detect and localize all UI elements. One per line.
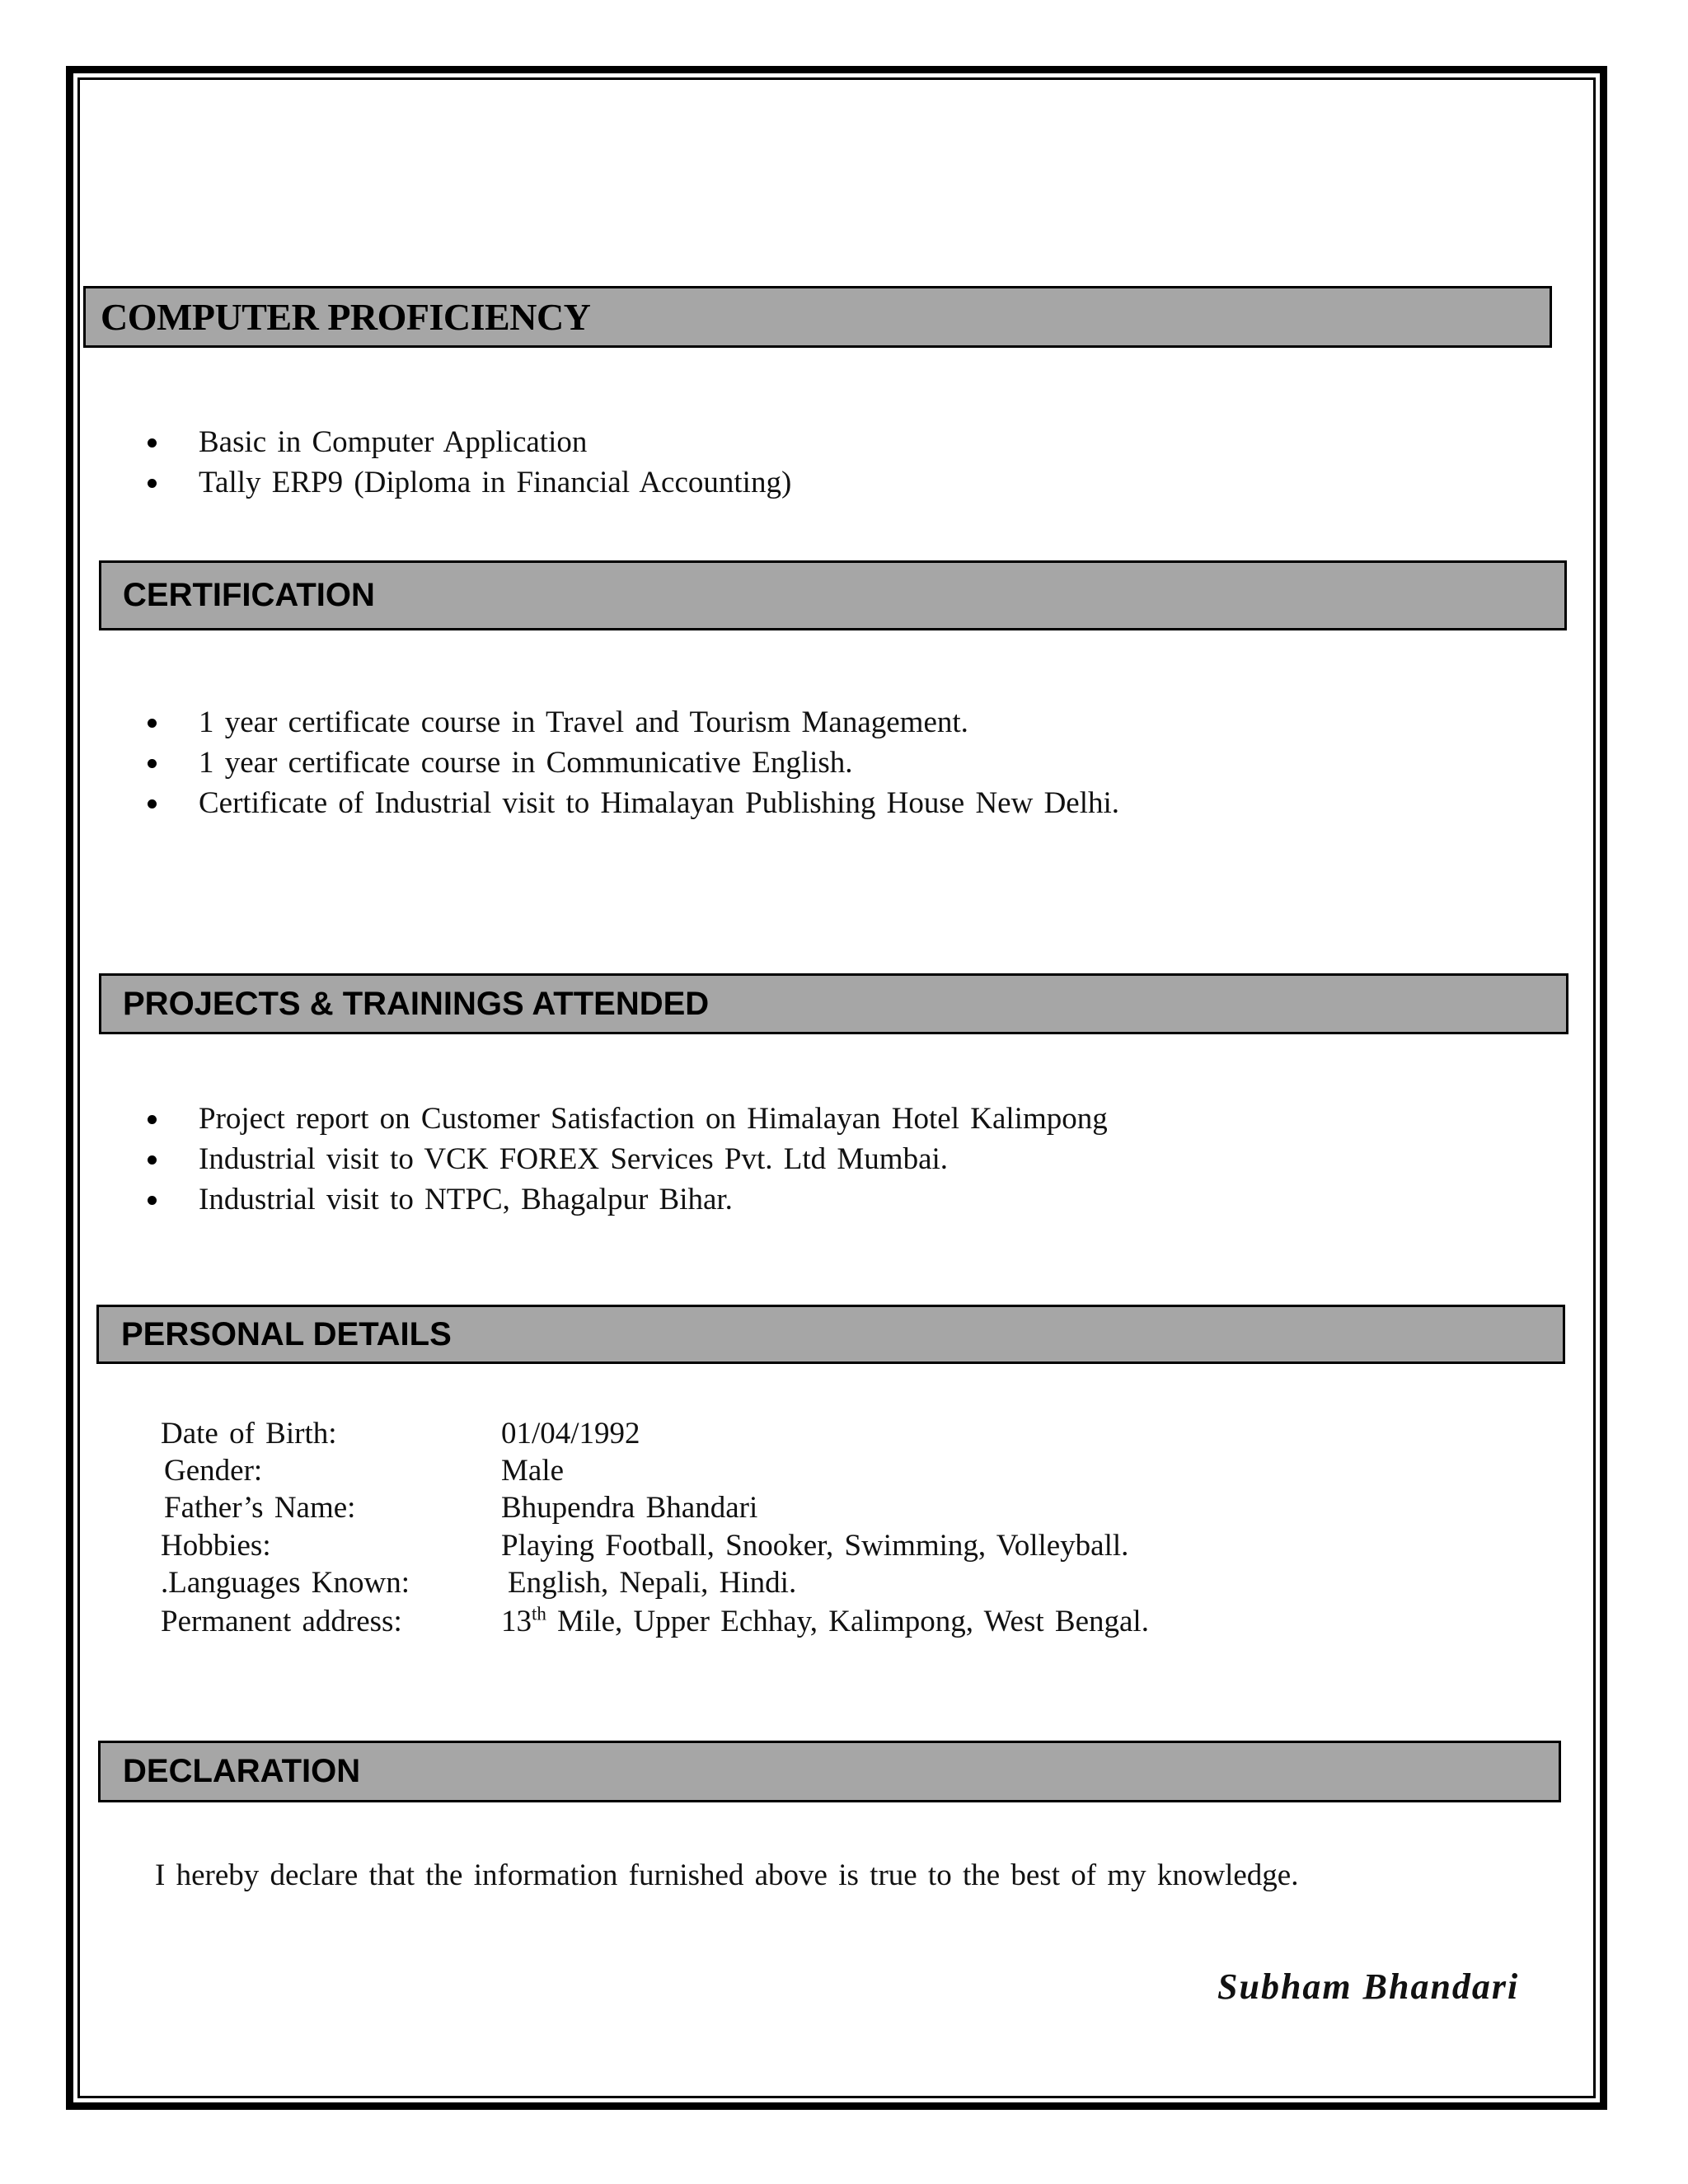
detail-value: 01/04/1992 <box>501 1417 640 1451</box>
declaration-title: DECLARATION <box>123 1753 361 1789</box>
list-item: Certificate of Industrial visit to Himalayan Publishing House New Delhi. <box>148 783 1119 823</box>
list-item: 1 year certificate course in Communicative English. <box>148 743 1119 783</box>
declaration-text: I hereby declare that the information furnished above is true to the best of my knowledge. <box>155 1858 1299 1892</box>
projects-header <box>99 973 1568 1034</box>
bullet-icon <box>148 479 157 488</box>
personal-details-title: PERSONAL DETAILS <box>121 1315 452 1352</box>
declaration-header <box>98 1741 1561 1802</box>
projects-list <box>148 1099 1108 1220</box>
bullet-icon <box>148 719 157 728</box>
detail-value: English, Nepali, Hindi. <box>508 1566 797 1600</box>
computer-proficiency-list <box>148 422 791 503</box>
bullet-icon <box>148 799 157 808</box>
detail-label: Father’s Name: <box>164 1491 356 1525</box>
detail-label: .Languages Known: <box>161 1566 410 1600</box>
detail-value: Male <box>501 1454 565 1488</box>
certification-list <box>148 702 1119 823</box>
certification-title: CERTIFICATION <box>123 577 375 613</box>
detail-value: Bhupendra Bhandari <box>501 1491 758 1525</box>
signature: Subham Bhandari <box>1217 1966 1520 2007</box>
bullet-icon <box>148 1196 157 1205</box>
list-item: 1 year certificate course in Travel and Tourism Management. <box>148 702 1119 743</box>
list-item: Industrial visit to NTPC, Bhagalpur Bihar. <box>148 1179 1108 1220</box>
certification-header <box>99 560 1567 630</box>
bullet-icon <box>148 1115 157 1124</box>
list-item: Tally ERP9 (Diploma in Financial Accounting) <box>148 462 791 503</box>
bullet-icon <box>148 438 157 448</box>
detail-label: Date of Birth: <box>161 1417 337 1451</box>
detail-value: Playing Football, Snooker, Swimming, Volleyball. <box>501 1529 1129 1563</box>
list-item: Project report on Customer Satisfaction on Himalayan Hotel Kalimpong <box>148 1099 1108 1139</box>
detail-label: Permanent address: <box>161 1605 402 1638</box>
bullet-icon <box>148 1155 157 1165</box>
computer-proficiency-title: COMPUTER PROFICIENCY <box>101 296 591 338</box>
bullet-icon <box>148 759 157 768</box>
list-item: Basic in Computer Application <box>148 422 791 462</box>
detail-label: Gender: <box>164 1454 263 1488</box>
list-item: Industrial visit to VCK FOREX Services Pvt. Ltd Mumbai. <box>148 1139 1108 1179</box>
computer-proficiency-header <box>83 286 1552 348</box>
detail-label: Hobbies: <box>161 1529 271 1563</box>
detail-value: 13th Mile, Upper Echhay, Kalimpong, West Bengal. <box>501 1603 1149 1638</box>
personal-details-header <box>96 1305 1565 1364</box>
projects-title: PROJECTS & TRAININGS ATTENDED <box>123 985 710 1022</box>
